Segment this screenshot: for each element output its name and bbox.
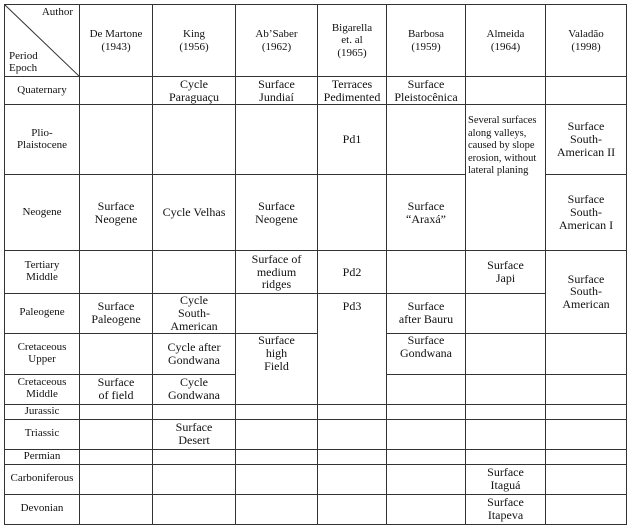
empty-cell [153, 404, 236, 419]
author-header-barbosa: Barbosa (1959) [387, 5, 466, 77]
table-row-cretaceous-upper [5, 333, 627, 374]
cell-barbosa-paleogene: Surface after Bauru [387, 294, 466, 334]
empty-cell [546, 374, 627, 404]
period-epoch-header-label: Period Epoch [9, 49, 38, 74]
cell-absaber-quaternary: Surface Jundiaí [236, 77, 318, 105]
empty-cell [387, 404, 466, 419]
cell-king-cretaceous-upper: Cycle after Gondwana [153, 333, 236, 374]
cell-valadao-south-american: Surface South- American [546, 251, 627, 334]
empty-cell [318, 175, 387, 251]
cell-king-quaternary: Cycle Paraguaçu [153, 77, 236, 105]
cell-bigarella-pd1: Pd1 [318, 105, 387, 175]
table-row-tertiary-middle [5, 251, 627, 294]
empty-cell [153, 494, 236, 524]
empty-cell [318, 404, 387, 419]
empty-cell [466, 449, 546, 464]
period-cell-plio-plaistocene: Plio- Plaistocene [5, 105, 80, 175]
empty-cell [153, 105, 236, 175]
empty-cell [318, 494, 387, 524]
empty-cell [546, 419, 627, 449]
empty-cell [80, 333, 153, 374]
cell-king-cretaceous-middle: Cycle Gondwana [153, 374, 236, 404]
header-row [5, 5, 627, 77]
table-row-triassic [5, 419, 627, 449]
period-cell-carboniferous: Carboniferous [5, 464, 80, 494]
author-header-king: King (1956) [153, 5, 236, 77]
empty-cell [387, 449, 466, 464]
cell-demartone-neogene: Surface Neogene [80, 175, 153, 251]
cell-demartone-cretaceous-middle: Surface of field [80, 374, 153, 404]
empty-cell [387, 105, 466, 175]
cell-absaber-neogene: Surface Neogene [236, 175, 318, 251]
empty-cell [546, 404, 627, 419]
empty-cell [318, 419, 387, 449]
cell-barbosa-quaternary: Surface Pleistocênica [387, 77, 466, 105]
empty-cell [153, 464, 236, 494]
cell-bigarella-pd3: Pd3 [318, 294, 387, 405]
table-row-permian [5, 449, 627, 464]
erosion-surfaces-table [4, 4, 627, 525]
period-cell-cretaceous-upper: Cretaceous Upper [5, 333, 80, 374]
empty-cell [387, 464, 466, 494]
empty-cell [80, 77, 153, 105]
period-cell-permian: Permian [5, 449, 80, 464]
author-header-absaber: Ab’Saber (1962) [236, 5, 318, 77]
table-row-plio-plaistocene [5, 105, 627, 175]
empty-cell [153, 251, 236, 294]
empty-cell [546, 464, 627, 494]
empty-cell [546, 449, 627, 464]
cell-king-neogene: Cycle Velhas [153, 175, 236, 251]
empty-cell [466, 77, 546, 105]
author-header-almeida: Almeida (1964) [466, 5, 546, 77]
empty-cell [80, 251, 153, 294]
empty-cell [236, 105, 318, 175]
empty-cell [466, 404, 546, 419]
empty-cell [387, 494, 466, 524]
cell-almeida-several-surfaces-note: Several surfaces along valleys, caused by slope erosion, without lateral planing [466, 105, 546, 251]
author-header-de-martone: De Martone (1943) [80, 5, 153, 77]
author-header-label: Author [41, 6, 73, 18]
period-cell-cretaceous-middle: Cretaceous Middle [5, 374, 80, 404]
empty-cell [546, 494, 627, 524]
period-cell-jurassic: Jurassic [5, 404, 80, 419]
cell-bigarella-pd2: Pd2 [318, 251, 387, 294]
cell-almeida-tertiary-middle: Surface Japi [466, 251, 546, 294]
cell-absaber-high-field: Surface high Field [236, 333, 318, 404]
empty-cell [236, 464, 318, 494]
empty-cell [236, 404, 318, 419]
period-cell-paleogene: Paleogene [5, 294, 80, 334]
cell-demartone-paleogene: Surface Paleogene [80, 294, 153, 334]
cell-king-paleogene: Cycle South-American [153, 294, 236, 334]
cell-valadao-neogene: Surface South- American I [546, 175, 627, 251]
empty-cell [80, 404, 153, 419]
cell-bigarella-quaternary: Terraces Pedimented [318, 77, 387, 105]
empty-cell [466, 333, 546, 374]
empty-cell [387, 251, 466, 294]
empty-cell [318, 449, 387, 464]
table-row-quaternary [5, 77, 627, 105]
table-row-carboniferous [5, 464, 627, 494]
empty-cell [236, 419, 318, 449]
empty-cell [318, 464, 387, 494]
empty-cell [466, 294, 546, 334]
author-header-valadao: Valadão (1998) [546, 5, 627, 77]
empty-cell [80, 449, 153, 464]
author-header-bigarella: Bigarella et. al (1965) [318, 5, 387, 77]
empty-cell [466, 374, 546, 404]
table-row-jurassic [5, 404, 627, 419]
cell-barbosa-cretaceous-upper: Surface Gondwana [387, 333, 466, 374]
table-row-devonian [5, 494, 627, 524]
period-cell-neogene: Neogene [5, 175, 80, 251]
cell-valadao-plio-plaistocene: Surface South- American II [546, 105, 627, 175]
empty-cell [236, 294, 318, 334]
empty-cell [80, 105, 153, 175]
empty-cell [80, 464, 153, 494]
cell-almeida-devonian: Surface Itapeva [466, 494, 546, 524]
period-cell-devonian: Devonian [5, 494, 80, 524]
period-cell-tertiary-middle: Tertiary Middle [5, 251, 80, 294]
cell-king-triassic: Surface Desert [153, 419, 236, 449]
corner-header-cell [5, 5, 80, 77]
period-cell-triassic: Triassic [5, 419, 80, 449]
empty-cell [387, 374, 466, 404]
empty-cell [80, 419, 153, 449]
cell-barbosa-neogene: Surface “Araxá” [387, 175, 466, 251]
empty-cell [466, 419, 546, 449]
empty-cell [387, 419, 466, 449]
empty-cell [546, 77, 627, 105]
empty-cell [153, 449, 236, 464]
cell-absaber-medium-ridges: Surface of medium ridges [236, 251, 318, 294]
empty-cell [80, 494, 153, 524]
empty-cell [546, 333, 627, 374]
empty-cell [236, 449, 318, 464]
cell-almeida-carboniferous: Surface Itaguá [466, 464, 546, 494]
period-cell-quaternary: Quaternary [5, 77, 80, 105]
table-row-paleogene [5, 294, 627, 334]
empty-cell [236, 494, 318, 524]
